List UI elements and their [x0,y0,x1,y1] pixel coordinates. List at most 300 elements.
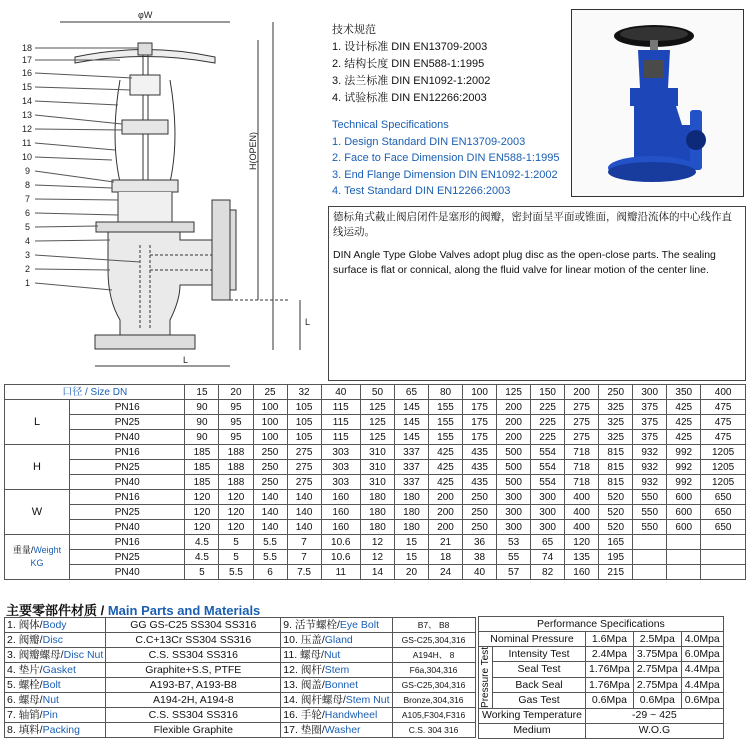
perf-test-row [479,662,724,677]
part-name-cell [281,633,392,648]
perf-test-row [479,647,724,662]
dimension-value: 120 [185,520,219,535]
dimension-value: 600 [667,505,701,520]
dimension-value: 300 [497,490,531,505]
dimension-value: 53 [497,535,531,550]
dimension-value: 815 [599,475,633,490]
size-cell: 350 [667,385,701,400]
part-number: 12. [283,663,298,676]
part-name-cn: 压盖/ [300,633,325,646]
dimension-value: 718 [565,475,599,490]
part-name-cell [5,678,106,693]
dimension-row [5,535,746,550]
dimension-value: 5 [219,550,253,565]
dimension-value: 5 [219,535,253,550]
dimension-value: 275 [287,475,321,490]
dimension-group-label: W [5,490,70,535]
perf-test-value: 2.4Mpa [586,647,634,662]
dimension-row [5,490,746,505]
pn-cell: PN25 [70,460,185,475]
dimension-value: 200 [429,505,463,520]
part-number-label: 8 [25,180,31,190]
dimension-value: 400 [565,520,599,535]
parts-title-cn: 主要零部件材质 / [6,603,108,618]
spec-en-item: 1. Design Standard DIN EN13709-2003 [332,135,526,148]
size-cell: 65 [394,385,428,400]
dimension-value: 5.5 [253,550,287,565]
size-cell: 100 [463,385,497,400]
perf-test-row [479,677,724,692]
dimension-value: 95 [219,400,253,415]
part-number-label: 5 [25,222,31,232]
dimension-value: 160 [321,505,360,520]
dimension-value: 275 [287,460,321,475]
part-name-en: Handwheel [324,708,378,721]
pn-cell: PN16 [70,400,185,415]
part-number-label: 6 [25,208,31,218]
dimension-value: 225 [531,415,565,430]
size-cell: 150 [531,385,565,400]
dimension-value: 275 [287,445,321,460]
part-name-cn: 垫圈/ [300,723,325,736]
dimension-value: 125 [360,400,394,415]
dimension-value: 650 [701,520,746,535]
performance-table [478,616,724,739]
dimension-value: 400 [565,490,599,505]
part-number-label: 1 [25,278,31,288]
dimension-value: 160 [321,520,360,535]
part-number-label: 7 [25,194,31,204]
dimension-row [5,445,746,460]
part-number-label: 2 [25,264,31,274]
spec-en-item: 3. End Flange Dimension DIN EN1092-1:2002 [332,168,558,181]
dimension-value: 140 [287,520,321,535]
perf-nominal-value: 4.0Mpa [681,632,723,647]
dimension-value: 932 [633,475,667,490]
dimension-value: 18 [429,550,463,565]
part-name-cell [5,693,106,708]
dimension-value: 100 [253,415,287,430]
perf-nominal-value: 2.5Mpa [633,632,681,647]
perf-nominal-value: 1.6Mpa [586,632,634,647]
dimension-value: 275 [565,400,599,415]
dimension-value: 337 [394,475,428,490]
dimension-row [5,415,746,430]
size-cell: 125 [497,385,531,400]
part-material-cell: Bronze,304,316 [392,693,475,708]
dimension-value: 36 [463,535,497,550]
dimension-value: 120 [185,490,219,505]
dimension-value: 90 [185,430,219,445]
part-number-label: 17 [22,55,33,65]
dimension-value: 475 [701,400,746,415]
dimension-value: 180 [394,520,428,535]
dimension-value: 337 [394,460,428,475]
dimension-value [701,550,746,565]
perf-test-value: 4.4Mpa [681,662,723,677]
part-name-cell [281,693,392,708]
dimension-value: 82 [531,565,565,580]
part-material-cell: C.S. 304 316 [392,723,475,738]
size-cell: 20 [219,385,253,400]
dimension-value: 4.5 [185,535,219,550]
dimension-value: 400 [565,505,599,520]
part-name-cell [5,648,106,663]
part-number-label: 18 [22,43,33,53]
dimension-value: 303 [321,445,360,460]
perf-test-value: 1.76Mpa [586,677,634,692]
dimension-value: 145 [394,415,428,430]
part-number: 1. [7,618,16,631]
parts-row [5,723,476,738]
part-number: 11. [283,648,298,661]
dimension-value: 155 [429,415,463,430]
dimension-value: 475 [701,430,746,445]
dimension-value: 57 [497,565,531,580]
dimension-value: 250 [253,460,287,475]
part-number: 14. [283,693,298,706]
dimension-value: 600 [667,490,701,505]
dimension-row [5,400,746,415]
perf-title: Performance Specifications [479,617,724,632]
dimension-value: 300 [531,490,565,505]
dimension-value: 375 [633,430,667,445]
parts-body [5,618,476,738]
part-material-cell: A194-2H, A194-8 [106,693,281,708]
spec-cn-title: 技术规范 [332,24,376,36]
dimension-value: 992 [667,460,701,475]
perf-test-name: Gas Test [493,693,586,709]
dimension-value: 24 [429,565,463,580]
part-number-label: 14 [22,96,33,106]
part-name-cn: 手轮/ [300,708,325,721]
part-number: 13. [283,678,298,691]
dimension-value: 475 [701,415,746,430]
parts-row [5,633,476,648]
dimension-value: 5.5 [219,565,253,580]
part-name-en: Nut [323,648,341,661]
spec-cn-item: 4. 试验标准 DIN EN12266:2003 [332,92,487,104]
parts-row [5,678,476,693]
part-name-cn: 阀瓣/ [18,633,43,646]
dimension-value: 1205 [701,445,746,460]
perf-test-value: 0.6Mpa [681,693,723,709]
perf-temp-row [479,708,724,723]
dimension-value: 90 [185,400,219,415]
dimension-l-label: L [183,355,189,365]
dimension-value: 500 [497,475,531,490]
pn-cell: PN16 [70,535,185,550]
part-name-cn: 阀瓣螺母/ [18,648,64,661]
size-cell: 200 [565,385,599,400]
dimension-value: 375 [633,415,667,430]
dimension-value: 74 [531,550,565,565]
perf-test-value: 2.75Mpa [633,662,681,677]
part-number-label: 3 [25,250,31,260]
dimension-row [5,550,746,565]
dimension-value: 125 [360,415,394,430]
dimension-value: 180 [394,490,428,505]
pn-cell: PN16 [70,490,185,505]
dimension-value: 1205 [701,475,746,490]
part-name-en: Nut [42,693,59,706]
dimension-value [633,565,667,580]
part-name-en: Stem [324,663,350,676]
valve-product-photo [571,9,744,197]
part-name-cn: 阀盖/ [300,678,325,691]
perf-test-value: 4.4Mpa [681,677,723,692]
dimension-value: 10.6 [321,535,360,550]
dimension-value: 932 [633,445,667,460]
part-material-cell: C.C+13Cr SS304 SS316 [106,633,281,648]
dimension-value: 38 [463,550,497,565]
dimension-value: 250 [253,445,287,460]
dimension-value: 115 [321,430,360,445]
dimension-value: 300 [497,520,531,535]
dimension-value: 160 [565,565,599,580]
part-name-cell [281,648,392,663]
part-name-cell [281,678,392,693]
weight-label-cn: 重量/ [12,545,34,555]
perf-test-name: Back Seal [493,677,586,692]
dimension-value: 180 [394,505,428,520]
part-material-cell: C.S. SS304 SS316 [106,708,281,723]
dimension-value: 425 [667,430,701,445]
spec-cn-item: 1. 设计标准 DIN EN13709-2003 [332,41,488,53]
dimension-value: 115 [321,415,360,430]
part-name-cell [5,663,106,678]
size-cell: 40 [321,385,360,400]
dimension-value: 554 [531,445,565,460]
dimension-value: 5 [185,565,219,580]
part-name-en: Bonnet [324,678,359,691]
dimension-value [667,550,701,565]
size-cell: 300 [633,385,667,400]
perf-medium-label: Medium [479,723,586,738]
pn-cell: PN16 [70,445,185,460]
dimension-value: 250 [463,520,497,535]
dimension-value [667,565,701,580]
pn-cell: PN25 [70,505,185,520]
dimension-value: 310 [360,475,394,490]
dimension-value: 105 [287,430,321,445]
size-cell: 32 [287,385,321,400]
dimension-value: 5.5 [253,535,287,550]
part-material-cell: A105,F304,F316 [392,708,475,723]
dimension-value: 21 [429,535,463,550]
pn-cell: PN40 [70,430,185,445]
part-material-cell: A193-B7, A193-B8 [106,678,281,693]
perf-title-row [479,617,724,632]
part-material-cell: A194H、 8 [392,648,475,663]
part-name-cell [5,723,106,738]
perf-test-row [479,693,724,709]
part-material-cell: Flexible Graphite [106,723,281,738]
dimension-value: 932 [633,460,667,475]
dimension-value: 500 [497,460,531,475]
dimension-value: 435 [463,445,497,460]
part-name-en: Disc Nut [63,648,104,661]
parts-title-en: Main Parts and Materials [107,603,261,618]
dimension-value: 120 [565,535,599,550]
dimension-value: 12 [360,535,394,550]
pn-cell: PN40 [70,520,185,535]
dimension-value: 188 [219,445,253,460]
part-number: 2. [7,633,16,646]
part-name-cn: 阀杆螺母/ [300,693,346,706]
dimension-value: 140 [253,505,287,520]
dimension-value: 815 [599,460,633,475]
dimension-value [667,535,701,550]
weight-label-unit: KG [30,558,44,568]
part-material-cell: F6a,304,316 [392,663,475,678]
dimension-value: 185 [185,445,219,460]
part-name-cn: 垫片/ [18,663,43,676]
part-number-label: 11 [22,138,32,148]
dimension-value: 140 [287,490,321,505]
dimension-value: 375 [633,400,667,415]
dimension-value: 200 [497,400,531,415]
part-number: 6. [7,693,16,706]
part-number: 10. [283,633,298,646]
dimension-value: 10.6 [321,550,360,565]
dimension-value: 55 [497,550,531,565]
dimension-value: 115 [321,400,360,415]
dimension-value: 425 [667,400,701,415]
dimension-h-label: H(OPEN) [248,132,258,170]
dimension-l-label-side: L [305,317,311,327]
dimension-value: 225 [531,400,565,415]
dimension-value: 310 [360,445,394,460]
part-name-en: Pin [42,708,58,721]
spec-en-item: 4. Test Standard DIN EN12266:2003 [332,185,511,197]
dimension-value: 520 [599,490,633,505]
part-name-cn: 螺栓/ [18,678,43,691]
dimension-value: 300 [531,505,565,520]
dimension-value: 155 [429,430,463,445]
size-cell: 50 [360,385,394,400]
dimension-value: 718 [565,460,599,475]
size-row [5,385,746,400]
dimension-value: 120 [219,505,253,520]
dimension-value: 303 [321,460,360,475]
part-name-cell [5,618,106,633]
dimension-value: 435 [463,460,497,475]
dimension-value: 600 [667,520,701,535]
dimension-value: 500 [497,445,531,460]
dimension-value: 105 [287,400,321,415]
part-name-cn: 轴销/ [18,708,43,721]
size-cell: 25 [253,385,287,400]
perf-medium-row [479,723,724,738]
dimension-row [5,505,746,520]
pn-cell: PN40 [70,565,185,580]
valve-cross-section-drawing [0,0,325,380]
dimension-value: 140 [287,505,321,520]
part-name-cell [281,618,392,633]
dimension-value: 200 [429,520,463,535]
spec-en-title: Technical Specifications [332,119,449,131]
dimension-value: 554 [531,460,565,475]
part-number-label: 16 [22,68,33,78]
part-number-label: 15 [22,82,33,92]
dimension-value: 188 [219,475,253,490]
dimension-value: 175 [463,400,497,415]
dimension-value: 140 [253,520,287,535]
perf-nominal-row [479,632,724,647]
dimension-value: 337 [394,445,428,460]
dimension-value: 550 [633,520,667,535]
dimension-group-label [5,535,70,580]
spec-cn-block [332,22,490,107]
part-number-label: 13 [22,110,33,120]
dimension-value: 200 [497,415,531,430]
dimension-value: 300 [497,505,531,520]
spec-cn-item: 2. 结构长度 DIN EN588-1:1995 [332,58,485,70]
size-header: 口径 / Size DN [5,385,185,400]
dimension-value: 425 [667,415,701,430]
dimension-value: 7.5 [287,565,321,580]
pn-cell: PN25 [70,550,185,565]
size-cell: 400 [701,385,746,400]
part-number: 8. [7,723,16,736]
part-name-en: Body [42,618,67,631]
perf-test-value: 0.6Mpa [633,693,681,709]
dimensions-body [5,400,746,580]
dimension-value: 520 [599,505,633,520]
dimension-group-label: L [5,400,70,445]
dimension-value: 175 [463,430,497,445]
valve-photo-illustration [572,10,743,196]
description-en: DIN Angle Type Globe Valves adopt plug disc as the open-close parts. The sealing surface is flat or connical, along the fluid valve for linear motion of the center line. [333,249,716,276]
part-name-en: Gasket [42,663,76,676]
dimension-value: 815 [599,445,633,460]
dimension-value: 4.5 [185,550,219,565]
dimension-value: 145 [394,400,428,415]
dimension-value [633,550,667,565]
perf-test-value: 0.6Mpa [586,693,634,709]
part-material-cell: GS-C25,304,316 [392,678,475,693]
dimension-value: 325 [599,415,633,430]
dimension-value: 425 [429,460,463,475]
dimension-value: 155 [429,400,463,415]
part-name-en: Washer [324,723,361,736]
part-name-cn: 螺母/ [300,648,324,661]
dimension-value: 95 [219,415,253,430]
dimension-value: 120 [219,520,253,535]
dimension-value: 180 [360,505,394,520]
dimension-value: 140 [253,490,287,505]
part-number-label: 9 [25,166,31,176]
size-cell: 80 [429,385,463,400]
dimension-value [633,535,667,550]
part-name-cell [281,723,392,738]
pn-cell: PN40 [70,475,185,490]
dimension-value: 11 [321,565,360,580]
part-name-cn: 填料/ [18,723,43,736]
perf-test-value: 2.75Mpa [633,677,681,692]
part-name-en: Gland [324,633,353,646]
dimension-value: 175 [463,415,497,430]
dimensions-table [4,384,746,580]
part-name-en: Eye Bolt [339,618,380,631]
dimension-value: 200 [497,430,531,445]
dimension-value: 195 [599,550,633,565]
part-number: 17. [283,723,298,736]
dimension-value: 200 [429,490,463,505]
parts-table [4,617,476,738]
dimension-value: 180 [360,520,394,535]
